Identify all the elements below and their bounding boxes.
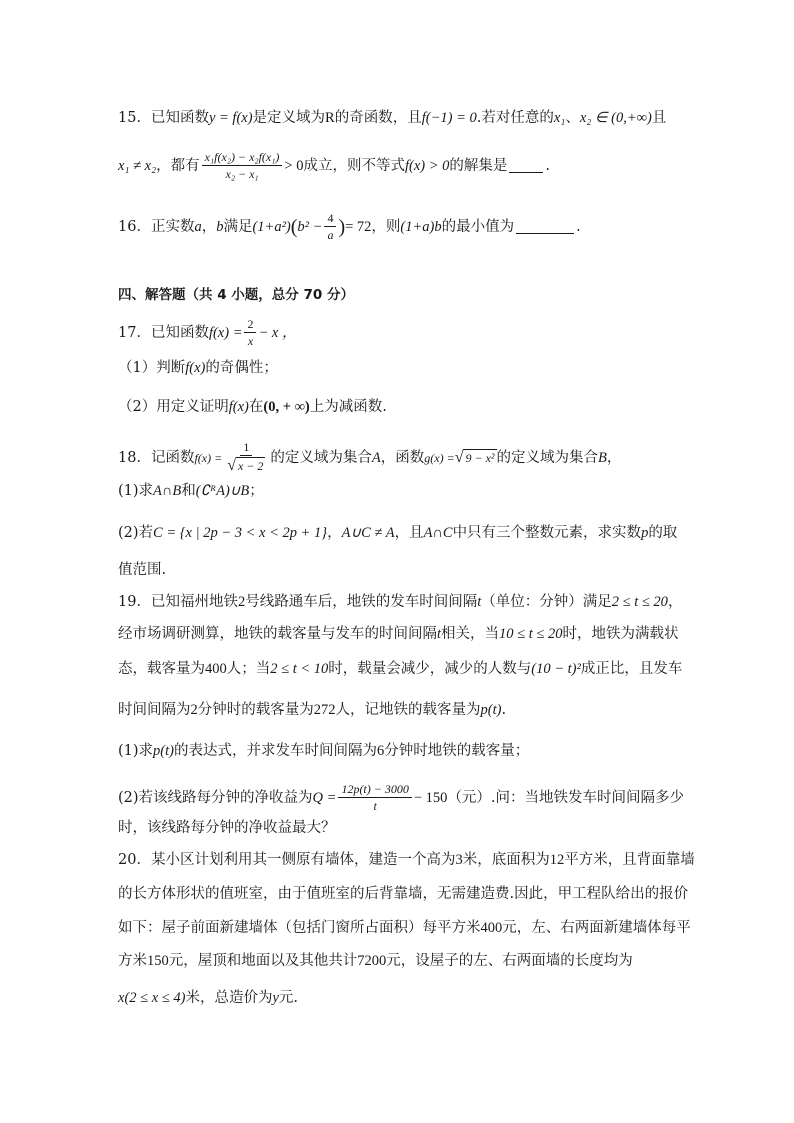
q17-stem: 17．已知函数 f(x) = $\frac{2}{x}$ − x ，	[118, 317, 297, 348]
answer-blank-16	[516, 219, 574, 234]
q17-fraction: $\frac{2}{x}$	[244, 317, 256, 348]
q20-line4: 方米 150 元，屋顶和地面以及其他共计 7200 元，设屋子的左、右两面墙的长度均为	[118, 953, 633, 969]
q20-line3: 如下：屋子前面新建墙体（包括门窗所占面积）每平方米 400 元，左、右两面新建墙体每平	[118, 920, 691, 936]
q19-part2: (2)若该线路每分钟的净收益为 Q = $\frac{12p(t) - 3000}{t}$ − 150 （元）.问：当地铁发车时间间隔多少	[118, 782, 685, 813]
q20-line2: 的长方体形状的值班室，由于值班室的后背靠墙，无需建造费.因此，甲工程队给出的报价	[118, 886, 689, 902]
q15-line1: 15． 已知函数 y = f(x) 是定义域为 R 的奇函数，且 f(−1) = 0 .若对任意的 x₁ 、 x₂ ∈ (0,+∞) 且	[118, 110, 667, 126]
q18-fraction: 1 √ x − 2	[227, 440, 264, 474]
q18-sqrt: √ 9 − x²	[454, 448, 495, 466]
q17-part2: （2）用定义证明 f(x) 在 (0, + ∞) 上为减函数.	[118, 399, 387, 415]
q20-line5: x (2 ≤ x ≤ 4) 米，总造价为 y 元.	[118, 990, 298, 1006]
q15-fraction: $\frac{\text{x₁f(x₂) − x₂f(x₁)}}{\text{x₂ − x₁}}$	[202, 150, 283, 181]
q18-stem: 18．记函数 f(x) = 1 √ x − 2 的定义域为集合 A ，函数 g(x) = √ 9 − x² 的定义域为集合 B ，	[118, 440, 622, 474]
q18-part2-cont: 值范围.	[118, 562, 167, 578]
section-heading: 四、解答题（共 4 小题，总分 70 分）	[118, 287, 354, 303]
q17-part1: （1）判断 f(x) 的奇偶性；	[118, 360, 278, 376]
q16-fraction: $\frac{4}{a}$	[324, 211, 336, 242]
answer-blank-15	[509, 158, 543, 173]
q20-line1: 20．某小区计划利用其一侧原有墙体，建造一个高为 3 米，底面积为 12 平方米，且背面靠墙	[118, 852, 695, 868]
q19-line4: 时间间隔为 2 分钟时的载客量为 272 人，记地铁的载客量为 p(t) .	[118, 702, 507, 718]
q19-fraction: $\frac{12p(t) - 3000}{t}$	[338, 782, 411, 813]
q16-line: 16． 正实数 a ， b 满足 (1+a²) ( b² − $\frac{4}{a}$ ) = 72 ，则 (1+a)b 的最小值为 .	[118, 211, 581, 242]
q19-line2: 经市场调研测算，地铁的载客量与发车的时间间隔 t 相关，当 10 ≤ t ≤ 20 时，地铁为满载状	[118, 626, 679, 642]
q15-line2: x₁ ≠ x₂ ，都有 $\frac{\text{x₁f(x₂) − x₂f(x₁)}}{\text{x₂ − x₁}}$ > 0 成立，则不等式 f(x) > 0 的解集是 .	[118, 150, 550, 181]
q19-part2-cont: 时，该线路每分钟的净收益最大？	[118, 820, 336, 836]
q19-line3: 态，载客量为 400 人；当 2 ≤ t < 10 时，载量会减少，减少的人数与 (10 − t)² 成正比，且发车	[118, 661, 683, 677]
q19-line1: 19．已知福州地铁 2 号线路通车后，地铁的发车时间间隔 t （单位：分钟）满足 2 ≤ t ≤ 20 ，	[118, 594, 683, 610]
q18-part1: (1)求 A∩B 和 (∁ᴿA)∪B ；	[118, 483, 264, 499]
q18-part2: (2)若 C = {x | 2p − 3 < x < 2p + 1} ， A∪C ≠ A ，且 A∩C 中只有三个整数元素，求实数 p 的取	[118, 525, 678, 541]
q19-part1: (1)求 p(t) 的表达式，并求发车时间间隔为 6 分钟时地铁的载客量；	[118, 743, 530, 759]
